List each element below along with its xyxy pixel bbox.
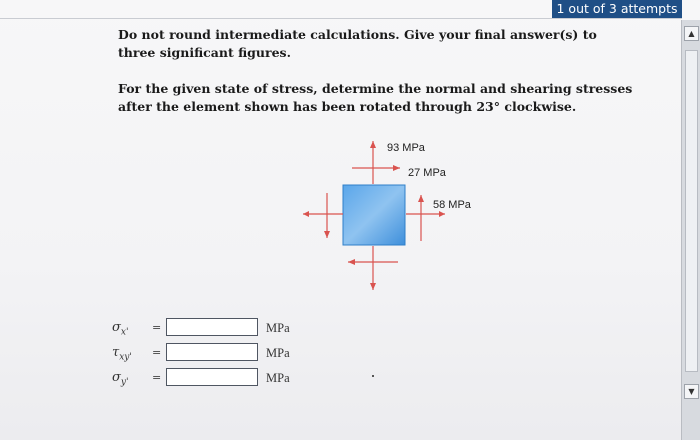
right-shear-arrow <box>418 195 424 241</box>
tau-xy-input[interactable] <box>166 343 258 361</box>
stress-element-square <box>343 185 405 245</box>
stray-mark <box>372 375 374 377</box>
answer-row-tau-xy <box>112 343 312 365</box>
sigma-x-input[interactable] <box>166 318 258 336</box>
left-normal-stress-arrow <box>303 211 343 217</box>
equals-sign: = <box>152 321 162 334</box>
unit-label: MPa <box>266 371 290 385</box>
symbol-sigma-x: $\sigma_{x'}$ <box>112 320 129 338</box>
chevron-down-icon: ▼ <box>688 387 695 396</box>
scrollbar-thumb[interactable] <box>685 50 698 372</box>
stress-element-diagram <box>300 138 500 298</box>
symbol-tau-xy: $\tau_{xy'}$ <box>112 345 132 363</box>
problem-statement: For the given state of stress, determine the normal and shearing stresses after the element shown has been rotated through 23° clockwise. <box>118 81 633 114</box>
answer-row-sigma-y <box>112 368 312 390</box>
label-27-mpa: 27 MPa <box>408 167 446 179</box>
label-93-mpa: 93 MPa <box>387 142 425 154</box>
symbol-sigma-y: $\sigma_{y'}$ <box>112 370 129 388</box>
scroll-up-button[interactable] <box>684 26 699 41</box>
attempts-badge <box>552 0 682 18</box>
chevron-up-icon: ▲ <box>688 29 695 38</box>
scroll-down-button[interactable] <box>684 384 699 399</box>
answer-row-sigma-x <box>112 318 312 340</box>
right-normal-stress-arrow <box>406 211 445 217</box>
unit-label: MPa <box>266 346 290 360</box>
label-58-mpa: 58 MPa <box>433 199 471 211</box>
left-shear-arrow <box>324 193 330 238</box>
instruction-text: Do not round intermediate calculations. Give your final answer(s) to three significant figures. <box>118 27 597 60</box>
sigma-y-input[interactable] <box>166 368 258 386</box>
bottom-normal-stress-arrow <box>370 246 376 290</box>
vertical-scrollbar[interactable] <box>681 20 700 440</box>
equals-sign: = <box>152 346 162 359</box>
attempts-badge-text: 1 out of 3 attempts <box>556 1 678 16</box>
header-divider <box>0 18 682 19</box>
equals-sign: = <box>152 371 162 384</box>
unit-label: MPa <box>266 321 290 335</box>
top-normal-stress-arrow <box>370 141 376 184</box>
top-shear-arrow <box>352 165 400 171</box>
